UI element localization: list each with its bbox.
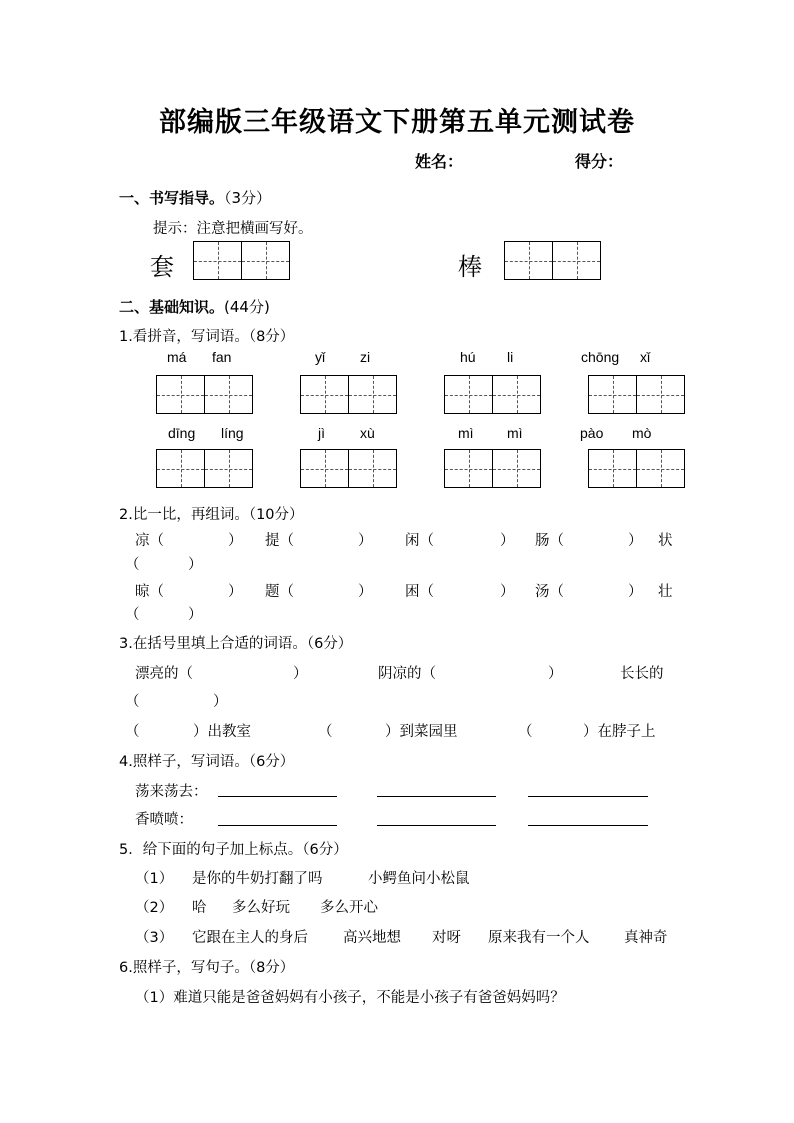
q2-title: 2.比一比，再组词。（10分） — [119, 507, 304, 523]
answer-line[interactable] — [377, 796, 496, 797]
compare-item: ） — [358, 584, 373, 600]
fill-item: 漂亮的（ — [135, 666, 193, 682]
answer-line[interactable] — [218, 825, 337, 826]
sentence-part: 多么开心 — [320, 900, 378, 916]
compare-item: （ — [125, 557, 140, 573]
compare-item: 凉（ — [135, 533, 164, 549]
compare-item: ） — [188, 557, 203, 573]
fill-item: ）到菜园里 — [385, 724, 458, 740]
answer-grid[interactable] — [300, 449, 397, 488]
compare-item: ） — [358, 533, 373, 549]
example-word: 荡来荡去： — [135, 784, 208, 800]
pinyin: mì — [507, 425, 523, 441]
sentence-part: 哈 — [192, 900, 207, 916]
item-number: （3） — [135, 930, 174, 946]
fill-item: ） — [213, 694, 228, 710]
compare-item: （ — [125, 607, 140, 623]
compare-item: ） — [188, 607, 203, 623]
pinyin: li — [507, 349, 514, 365]
compare-item: ） — [628, 533, 643, 549]
fill-item: （ — [125, 724, 140, 740]
compare-item: 状 — [658, 533, 673, 549]
compare-item: 困（ — [405, 584, 434, 600]
compare-item: ） — [228, 533, 243, 549]
compare-item: 题（ — [265, 584, 294, 600]
sentence-part: 小鳄鱼问小松鼠 — [368, 871, 470, 887]
compare-item: ） — [500, 533, 515, 549]
pinyin: pào — [580, 425, 604, 441]
fill-item: ）在脖子上 — [583, 724, 656, 740]
pinyin: chōng — [581, 349, 620, 365]
writing-grid[interactable] — [193, 241, 290, 280]
practice-char-2: 棒 — [458, 253, 482, 281]
item-number: （1） — [135, 871, 174, 887]
answer-grid[interactable] — [156, 449, 253, 488]
compare-item: ） — [228, 584, 243, 600]
fill-item: （ — [318, 724, 333, 740]
fill-item: ） — [548, 666, 563, 682]
answer-line[interactable] — [218, 796, 337, 797]
q5-title: 5．给下面的句子加上标点。（6分） — [119, 842, 348, 858]
answer-line[interactable] — [528, 825, 648, 826]
answer-grid[interactable] — [444, 449, 541, 488]
compare-item: ） — [628, 584, 643, 600]
pinyin: líng — [221, 425, 244, 441]
fill-item: ） — [293, 666, 308, 682]
fill-item: 长长的 — [620, 666, 664, 682]
pinyin: dīng — [168, 425, 196, 441]
pinyin: xù — [360, 425, 375, 441]
q4-title: 4.照样子，写词语。（6分） — [119, 754, 295, 770]
section1-heading: 一、书写指导。（3分） — [119, 189, 272, 207]
pinyin: xǐ — [640, 349, 651, 365]
sentence-part: 原来我有一个人 — [488, 930, 590, 946]
fill-item: （ — [518, 724, 533, 740]
pinyin: má — [167, 349, 187, 365]
compare-item: ） — [500, 584, 515, 600]
example-sentence: （1）难道只能是爸爸妈妈有小孩子，不能是小孩子有爸爸妈妈吗？ — [135, 990, 565, 1006]
fill-item: （ — [125, 694, 140, 710]
answer-line[interactable] — [528, 796, 648, 797]
fill-item: 阴凉的（ — [378, 666, 436, 682]
section2-heading: 二、基础知识。(44分) — [119, 298, 270, 316]
sentence-part: 它跟在主人的身后 — [192, 930, 308, 946]
item-number: （2） — [135, 900, 174, 916]
page-title: 部编版三年级语文下册第五单元测试卷 — [159, 107, 635, 138]
pinyin: yǐ — [315, 349, 326, 365]
sentence-part: 高兴地想 — [343, 930, 401, 946]
pinyin: mò — [632, 425, 652, 441]
answer-grid[interactable] — [588, 449, 685, 488]
compare-item: 闲（ — [405, 533, 434, 549]
compare-item: 提（ — [265, 533, 294, 549]
answer-grid[interactable] — [300, 375, 397, 414]
answer-grid[interactable] — [444, 375, 541, 414]
name-label: 姓名： — [415, 152, 464, 171]
pinyin: mì — [458, 425, 474, 441]
writing-grid[interactable] — [504, 241, 601, 280]
example-word: 香喷喷： — [135, 812, 193, 828]
compare-item: 肠（ — [535, 533, 564, 549]
section1-tip: 提示：注意把横画写好。 — [153, 221, 313, 237]
pinyin: hú — [460, 349, 476, 365]
sentence-part: 是你的牛奶打翻了吗 — [192, 871, 323, 887]
compare-item: 晾（ — [135, 584, 164, 600]
sentence-part: 多么好玩 — [232, 900, 290, 916]
q1-title: 1.看拼音，写词语。（8分） — [119, 329, 295, 345]
pinyin: zi — [360, 349, 371, 365]
q6-title: 6.照样子，写句子。（8分） — [119, 960, 295, 976]
compare-item: 壮 — [658, 584, 673, 600]
sentence-part: 真神奇 — [624, 930, 668, 946]
fill-item: ）出教室 — [193, 724, 251, 740]
sentence-part: 对呀 — [432, 930, 461, 946]
score-label: 得分： — [575, 152, 624, 171]
pinyin: jì — [318, 425, 325, 441]
answer-grid[interactable] — [588, 375, 685, 414]
q3-title: 3.在括号里填上合适的词语。（6分） — [119, 636, 353, 652]
practice-char-1: 套 — [150, 253, 174, 281]
pinyin: fan — [212, 349, 232, 365]
compare-item: 汤（ — [535, 584, 564, 600]
answer-line[interactable] — [377, 825, 496, 826]
answer-grid[interactable] — [156, 375, 253, 414]
